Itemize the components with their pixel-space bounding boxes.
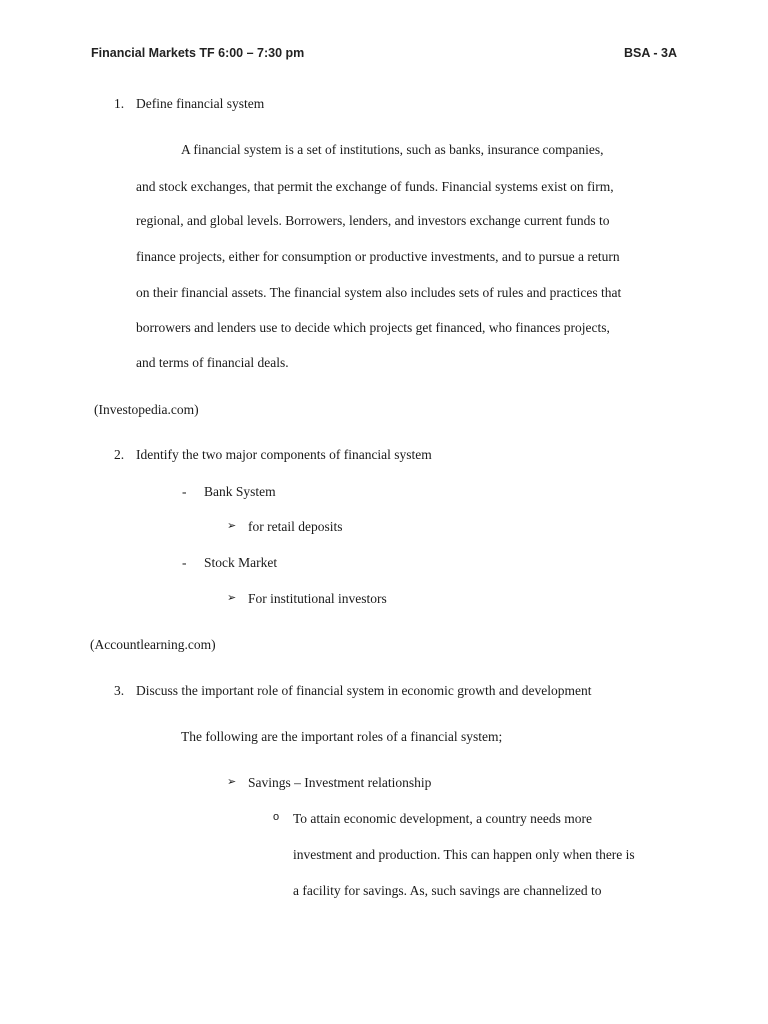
q1-number: 1. bbox=[114, 96, 125, 111]
q1-paragraph-line: and stock exchanges, that permit the exchange of funds. Financial systems exist on firm, bbox=[136, 179, 614, 194]
component-stock-market: Stock Market bbox=[204, 555, 278, 570]
q2-source: (Accountlearning.com) bbox=[90, 637, 216, 652]
q2-number: 2. bbox=[114, 447, 125, 462]
q1-paragraph-line: regional, and global levels. Borrowers, lenders, and investors exchange current funds to bbox=[136, 213, 610, 228]
role-detail-line: To attain economic development, a country needs more bbox=[293, 811, 592, 826]
q2-title: Identify the two major components of financial system bbox=[136, 447, 432, 462]
q1-source: (Investopedia.com) bbox=[94, 402, 199, 417]
arrow-bullet-icon: ➢ bbox=[227, 591, 237, 604]
dash-bullet: - bbox=[182, 555, 187, 570]
q1-paragraph-line: on their financial assets. The financial system also includes sets of rules and practices that bbox=[136, 285, 622, 300]
q3-number: 3. bbox=[114, 683, 125, 698]
q1-paragraph-line: borrowers and lenders use to decide which projects get financed, who finances projects, bbox=[136, 320, 610, 335]
role-detail-line: a facility for savings. As, such savings are channelized to bbox=[293, 883, 602, 898]
dash-bullet: - bbox=[182, 484, 187, 499]
q3-intro: The following are the important roles of a financial system; bbox=[181, 729, 503, 744]
arrow-bullet-icon: ➢ bbox=[227, 775, 237, 788]
component-stock-detail: For institutional investors bbox=[248, 591, 387, 606]
q1-paragraph-line: A financial system is a set of institutions, such as banks, insurance companies, bbox=[181, 142, 604, 157]
arrow-bullet-icon: ➢ bbox=[227, 519, 237, 532]
header-course: Financial Markets TF 6:00 – 7:30 pm bbox=[91, 46, 305, 60]
circle-bullet-icon: o bbox=[273, 811, 280, 823]
q1-paragraph-line: finance projects, either for consumption or productive investments, and to pursue a return bbox=[136, 249, 620, 264]
q1-paragraph-line: and terms of financial deals. bbox=[136, 355, 289, 370]
q1-title: Define financial system bbox=[136, 96, 265, 111]
role-detail-line: investment and production. This can happen only when there is bbox=[293, 847, 635, 862]
role-savings-investment: Savings – Investment relationship bbox=[248, 775, 432, 790]
component-bank-system: Bank System bbox=[204, 484, 276, 499]
component-bank-detail: for retail deposits bbox=[248, 519, 343, 534]
q3-title: Discuss the important role of financial system in economic growth and development bbox=[136, 683, 592, 698]
header-section: BSA - 3A bbox=[623, 46, 677, 60]
